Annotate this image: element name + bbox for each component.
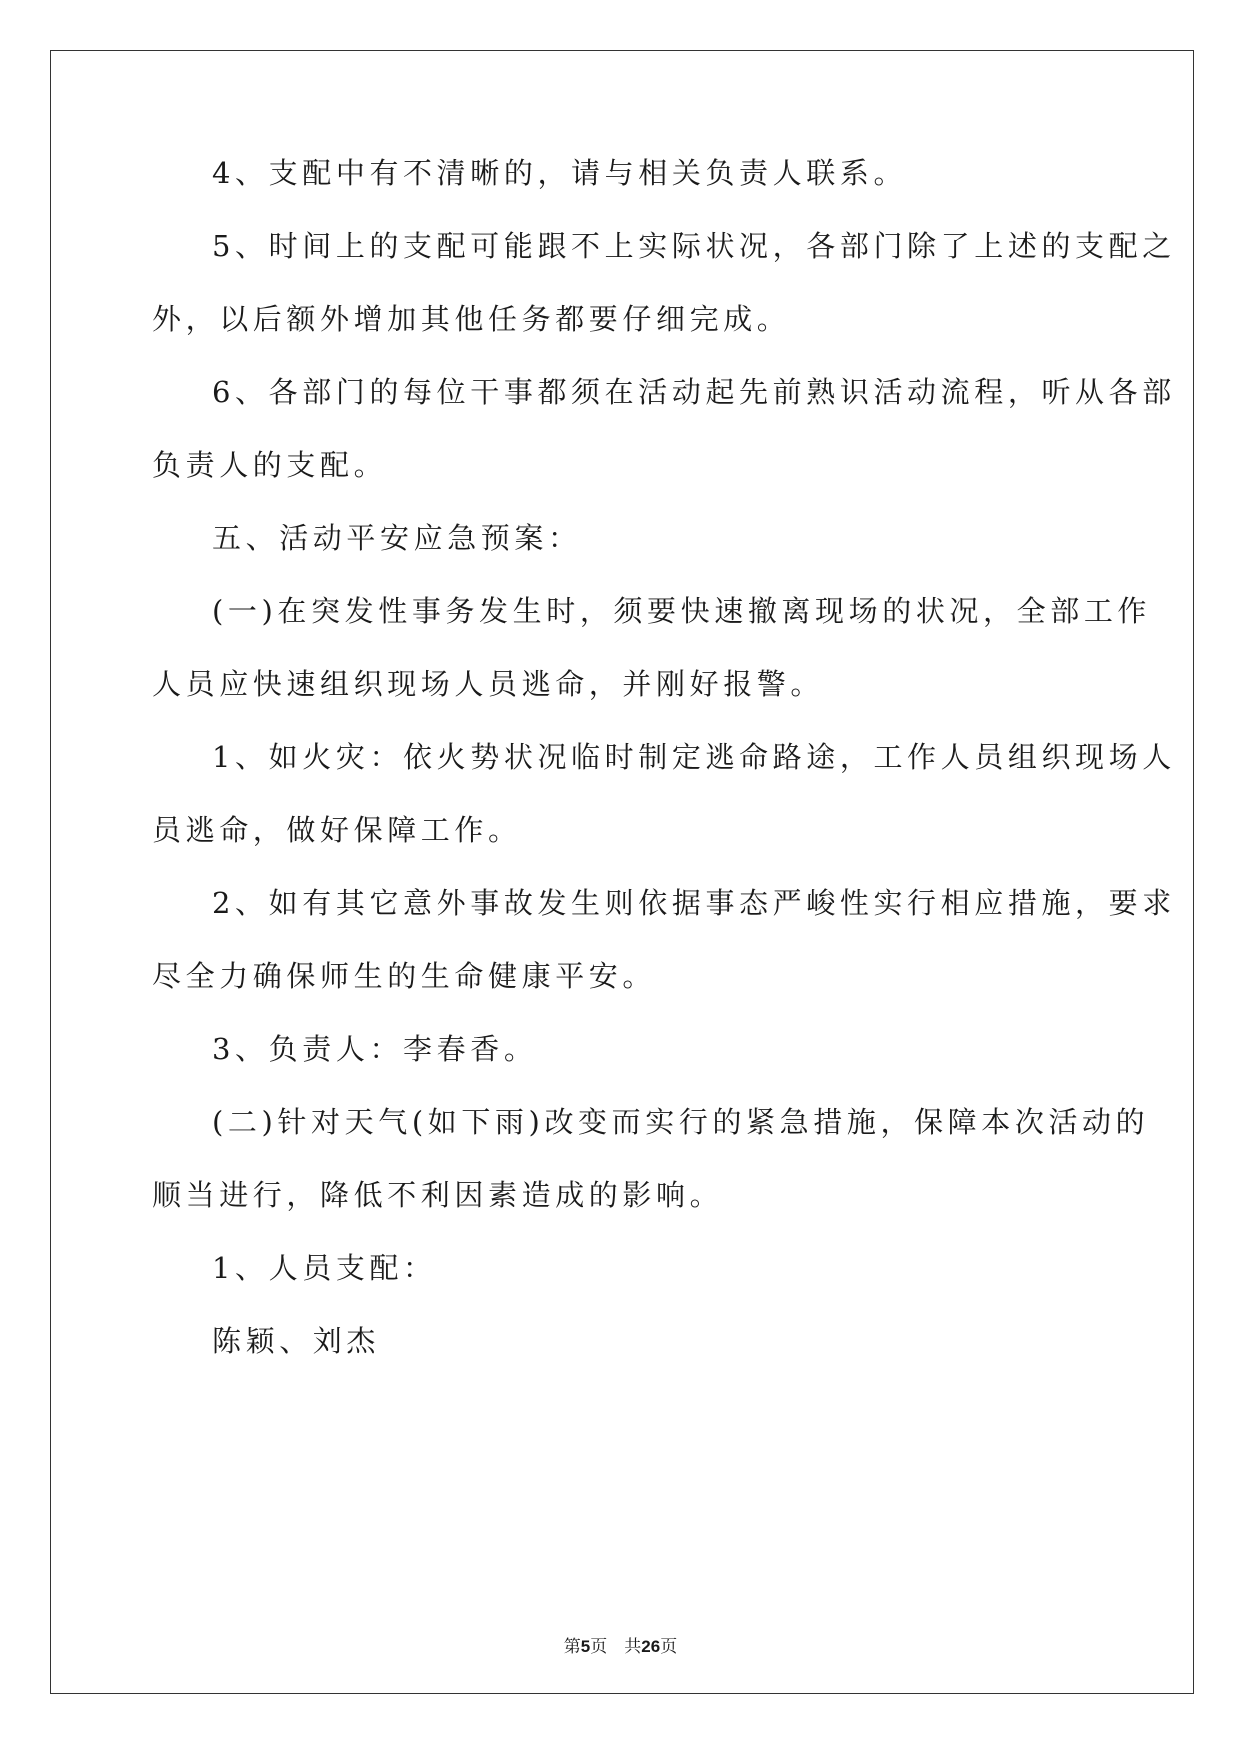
page-border — [50, 50, 1194, 1694]
paragraph-line: 1、如火灾：依火势状况临时制定逃命路途，工作人员组织现场人 — [212, 740, 1176, 774]
paragraph-line: 顺当进行，降低不利因素造成的影响。 — [152, 1178, 724, 1212]
paragraph-line: 人员应快速组织现场人员逃命，并刚好报警。 — [152, 667, 825, 701]
paragraph-line: 2、如有其它意外事故发生则依据事态严峻性实行相应措施，要求 — [212, 886, 1176, 920]
paragraph-line: 4、支配中有不清晰的，请与相关负责人联系。 — [212, 156, 908, 190]
current-page-number: 5 — [580, 1637, 591, 1656]
paragraph-line: 3、负责人：李春香。 — [212, 1032, 538, 1066]
paragraph-line: 陈颖、刘杰 — [212, 1324, 381, 1358]
footer-suffix: 页 — [660, 1637, 678, 1657]
section-heading: 五、活动平安应急预案： — [212, 521, 582, 555]
page-footer — [0, 1632, 1241, 1657]
paragraph-line: 外，以后额外增加其他任务都要仔细完成。 — [152, 302, 791, 336]
paragraph-line: 尽全力确保师生的生命健康平安。 — [152, 959, 657, 993]
paragraph-line: 5、时间上的支配可能跟不上实际状况，各部门除了上述的支配之 — [212, 229, 1176, 263]
total-page-number: 26 — [641, 1637, 661, 1656]
paragraph-line: 6、各部门的每位干事都须在活动起先前熟识活动流程，听从各部 — [212, 375, 1176, 409]
paragraph-line: 员逃命，做好保障工作。 — [152, 813, 522, 847]
paragraph-line: (二)针对天气(如下雨)改变而实行的紧急措施，保障本次活动的 — [212, 1105, 1150, 1139]
paragraph-line: 负责人的支配。 — [152, 448, 388, 482]
paragraph-line: (一)在突发性事务发生时，须要快速撤离现场的状况，全部工作 — [212, 594, 1152, 628]
paragraph-line: 1、人员支配： — [212, 1251, 437, 1285]
footer-mid: 页 共 — [590, 1637, 642, 1657]
footer-prefix: 第 — [563, 1637, 581, 1657]
